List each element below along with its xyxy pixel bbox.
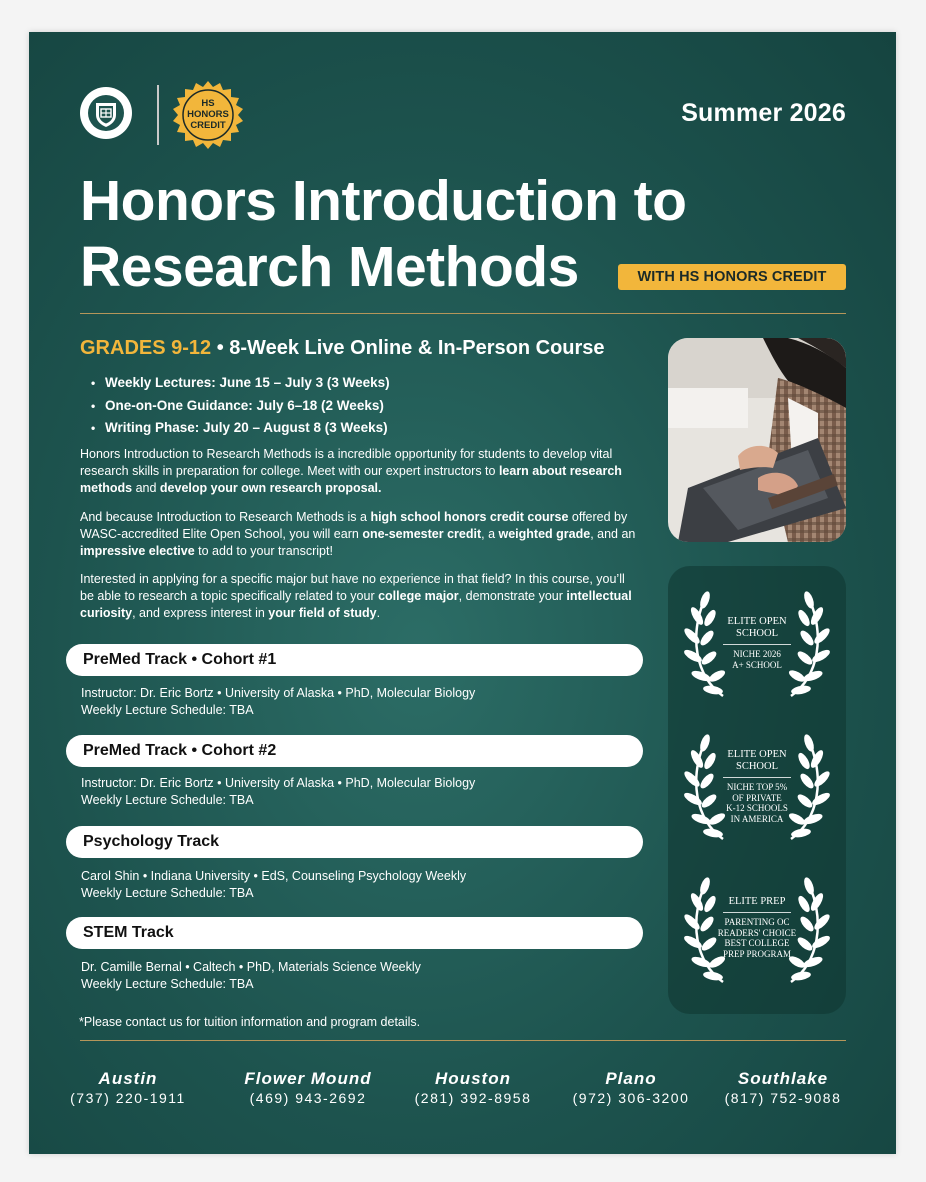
- phone-number: (972) 306-3200: [572, 1090, 690, 1106]
- grades-label: GRADES 9-12: [80, 337, 212, 359]
- badge-line-1: HS: [201, 98, 215, 109]
- award-text: [717, 896, 797, 959]
- award-subtitle: PREP PROGRAM: [723, 948, 791, 959]
- location-flower-mound: [228, 1069, 388, 1107]
- award-subtitle: READERS' CHOICE: [717, 927, 797, 938]
- major-paragraph: [80, 571, 640, 622]
- track-premed-1: PreMed Track • Cohort #1: [66, 644, 643, 676]
- badge-line-2: HONORS: [187, 109, 229, 120]
- bold-text: learn about research methods: [80, 464, 622, 495]
- bold-text: college major: [378, 589, 459, 603]
- text: , a: [481, 527, 499, 541]
- text: , and an: [590, 527, 636, 541]
- award-subtitle: OF PRIVATE: [732, 792, 782, 803]
- award-subtitle: BEST COLLEGE: [724, 938, 790, 948]
- track-psychology: Psychology Track: [66, 826, 643, 858]
- award-title: SCHOOL: [735, 628, 778, 639]
- award-title: ELITE OPEN: [727, 616, 787, 627]
- schedule-text: Weekly Lecture Schedule: TBA: [81, 702, 254, 717]
- text: offered by WASC-accredited Elite Open School, you will earn: [80, 510, 628, 541]
- awards-panel: [668, 566, 846, 1014]
- list-item: • Writing Phase: July 20 – August 8 (3 Weeks): [91, 417, 390, 440]
- text: to add to your transcript!: [194, 544, 333, 558]
- schedule-text: Weekly Lecture Schedule: TBA: [81, 792, 254, 807]
- city-name: Southlake: [737, 1069, 829, 1088]
- text: , and express interest in: [132, 606, 269, 620]
- bold-text: weighted grade: [498, 527, 591, 541]
- track-premed-2-details: [81, 775, 475, 808]
- schedule-text: Weekly Lecture Schedule: TBA: [81, 885, 254, 900]
- grades-format-line: [80, 337, 605, 360]
- award-parenting-oc: [683, 872, 831, 990]
- award-title: ELITE OPEN: [727, 749, 787, 760]
- text: and: [132, 481, 160, 495]
- bold-text: intellectual curiosity: [80, 589, 632, 620]
- season-label: Summer 2026: [681, 99, 846, 127]
- track-stem: STEM Track: [66, 917, 643, 949]
- badge-line-3: CREDIT: [190, 120, 226, 131]
- city-name: Plano: [605, 1069, 657, 1088]
- bold-text: develop your own research proposal.: [159, 481, 382, 495]
- award-subtitle: K-12 SCHOOLS: [726, 803, 788, 813]
- instructor-text: Instructor: Dr. Eric Bortz • University of Alaska • PhD, Molecular Biology: [81, 776, 476, 790]
- award-subtitle: PARENTING OC: [724, 917, 790, 927]
- award-title: ELITE PREP: [728, 896, 786, 907]
- text: And because Introduction to Research Methods is a: [80, 510, 371, 524]
- city-name: Austin: [98, 1069, 158, 1088]
- award-text: [717, 749, 797, 824]
- award-niche-top-5: [683, 729, 831, 847]
- divider: [80, 313, 846, 314]
- divider: [723, 644, 791, 645]
- track-premed-2: PreMed Track • Cohort #2: [66, 735, 643, 767]
- credit-paragraph: [80, 509, 640, 560]
- phone-number: (817) 752-9088: [724, 1090, 842, 1106]
- intro-paragraph: [80, 446, 640, 497]
- award-subtitle: NICHE TOP 5%: [726, 782, 788, 792]
- school-shield-logo-icon: [80, 87, 132, 139]
- award-subtitle: NICHE 2026: [733, 649, 781, 659]
- location-plano: [551, 1069, 711, 1107]
- tuition-note: *Please contact us for tuition information and program details.: [79, 1015, 421, 1029]
- text: Honors Introduction to Research Methods is a incredible opportunity for students to develop vital research skills in preparation for college. Meet with our expert instructors to: [80, 447, 613, 478]
- logo-divider: [157, 85, 159, 145]
- honors-credit-badge-icon: [170, 79, 246, 155]
- phone-number: (281) 392-8958: [414, 1090, 532, 1106]
- city-name: Houston: [435, 1069, 511, 1088]
- text: .: [376, 606, 381, 620]
- phone-number: (469) 943-2692: [249, 1090, 367, 1106]
- city-name: Flower Mound: [244, 1069, 372, 1088]
- award-niche-a-plus: [683, 586, 831, 704]
- title-line-1: Honors Introduction to: [80, 169, 687, 233]
- instructor-text: Carol Shin • Indiana University • EdS, Counseling Psychology Weekly: [81, 869, 467, 883]
- list-item: • Weekly Lectures: June 15 – July 3 (3 Weeks): [91, 372, 390, 395]
- schedule-text: Weekly Lecture Schedule: TBA: [81, 976, 254, 991]
- bold-text: your field of study: [268, 606, 377, 620]
- text: , demonstrate your: [458, 589, 567, 603]
- location-houston: [393, 1069, 553, 1107]
- student-typing-photo: [668, 338, 846, 542]
- location-austin: [48, 1069, 208, 1107]
- divider: [80, 1040, 846, 1041]
- bold-text: high school honors credit course: [370, 510, 569, 524]
- award-text: [717, 616, 797, 670]
- flyer-page: [29, 32, 896, 1154]
- award-subtitle: IN AMERICA: [730, 813, 784, 824]
- bold-text: impressive elective: [80, 544, 195, 558]
- text: Interested in applying for a specific major but have no experience in that field? In this course, you’ll be able to research a topic specifically related to your: [80, 572, 625, 603]
- instructor-text: Dr. Camille Bernal • Caltech • PhD, Materials Science Weekly: [81, 960, 421, 974]
- track-stem-details: [81, 959, 421, 992]
- divider: [723, 777, 791, 778]
- bold-text: one-semester credit: [362, 527, 482, 541]
- track-psychology-details: [81, 868, 466, 901]
- phone-number: (737) 220-1911: [70, 1090, 186, 1106]
- instructor-text: Instructor: Dr. Eric Bortz • University of Alaska • PhD, Molecular Biology: [81, 686, 476, 700]
- title-line-2: Research Methods: [80, 235, 579, 299]
- award-title: SCHOOL: [735, 761, 778, 772]
- course-format: • 8-Week Live Online & In-Person Course: [211, 337, 605, 359]
- divider: [723, 912, 791, 913]
- track-premed-1-details: [81, 685, 475, 718]
- award-subtitle: A+ SCHOOL: [732, 659, 782, 670]
- schedule-list: [91, 372, 390, 440]
- list-item: • One-on-One Guidance: July 6–18 (2 Weeks): [91, 395, 390, 418]
- honors-credit-tag: WITH HS HONORS CREDIT: [618, 264, 846, 290]
- location-southlake: [703, 1069, 863, 1107]
